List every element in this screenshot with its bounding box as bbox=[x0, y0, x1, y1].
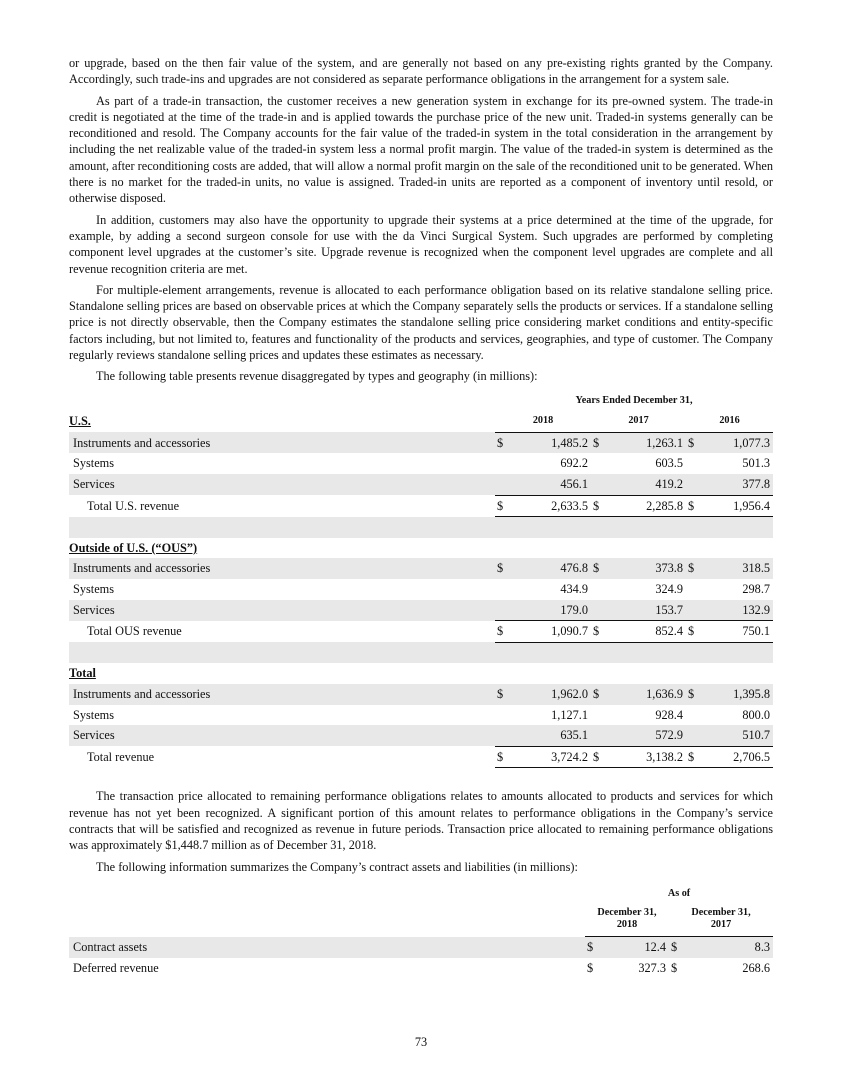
cell-value: 800.0 bbox=[742, 707, 771, 722]
cell-value: 476.8 bbox=[515, 558, 591, 579]
cell-value: 510.7 bbox=[706, 725, 773, 746]
cell-value: 572.9 bbox=[611, 725, 686, 746]
currency-symbol: $ bbox=[587, 961, 594, 975]
currency-symbol: $ bbox=[585, 937, 605, 958]
paragraph-contract-table-intro: The following information summarizes the Company’s contract assets and liabilities (in millions): bbox=[96, 859, 578, 874]
cell-value: 179.0 bbox=[515, 600, 591, 621]
date-header-year: 2017 bbox=[710, 919, 732, 931]
cell-value: 373.8 bbox=[611, 558, 686, 579]
currency-symbol: $ bbox=[686, 432, 706, 453]
cell-value: 3,138.2 bbox=[611, 746, 686, 768]
table-row-total bbox=[69, 621, 773, 643]
row-label: Instruments and accessories bbox=[69, 432, 495, 453]
currency-symbol: $ bbox=[495, 746, 515, 768]
revenue-table bbox=[69, 391, 773, 769]
table-row bbox=[69, 453, 773, 474]
spacer-row bbox=[69, 517, 773, 538]
row-label: Deferred revenue bbox=[73, 961, 159, 975]
currency-symbol: $ bbox=[686, 558, 706, 579]
row-label: Services bbox=[69, 474, 495, 495]
table-row bbox=[69, 958, 773, 979]
table-row bbox=[69, 684, 773, 705]
row-label: Instruments and accessories bbox=[69, 684, 495, 705]
currency-symbol: $ bbox=[686, 621, 706, 643]
cell-value: 324.9 bbox=[655, 581, 683, 596]
cell-value: 2,633.5 bbox=[515, 495, 591, 517]
currency-symbol: $ bbox=[591, 621, 611, 643]
year-header: 2016 bbox=[686, 411, 773, 432]
cell-value: 1,077.3 bbox=[706, 432, 773, 453]
cell-value: 456.1 bbox=[515, 474, 591, 495]
cell-value: 3,724.2 bbox=[515, 746, 591, 768]
cell-value: 2,285.8 bbox=[611, 495, 686, 517]
cell-value: 852.4 bbox=[611, 621, 686, 643]
currency-symbol: $ bbox=[495, 495, 515, 517]
row-label: Contract assets bbox=[69, 937, 585, 958]
currency-symbol: $ bbox=[495, 432, 515, 453]
period-header: Years Ended December 31, bbox=[575, 394, 693, 406]
cell-value: 377.8 bbox=[706, 474, 773, 495]
table-header-years bbox=[69, 411, 773, 432]
currency-symbol: $ bbox=[686, 495, 706, 517]
date-header-line: December 31, bbox=[691, 907, 751, 919]
paragraph-multiple-element: For multiple-element arrangements, revenue is allocated to each performance obligation based on its relative standalone selling price. Standalone selling prices are based on observable prices at which the Company separately sells the products or services. If a standalone selling price is not directly observable, then the Company estimates the standalone selling price considering market conditions and entity-specific factors including, but not limited to, features and functionality of the products and services, geographies, and type of customer. The Company regularly reviews standalone selling prices and updates these estimates as necessary. bbox=[69, 282, 773, 363]
cell-value: 2,706.5 bbox=[706, 746, 773, 768]
row-label: Instruments and accessories bbox=[69, 558, 495, 579]
paragraph-upgrades: In addition, customers may also have the opportunity to upgrade their systems at a price determined at the time of the upgrade, for example, by adding a second surgeon console for use with the da Vinci Surgical System. Such upgrades are performed by completing component level upgrades at the customer’s site. Upgrade revenue is recognized when the component level upgrades are complete and all revenue recognition criteria are met. bbox=[69, 212, 773, 276]
cell-value: 1,485.2 bbox=[515, 432, 591, 453]
table-row bbox=[69, 705, 773, 726]
table-row bbox=[69, 600, 773, 621]
cell-value: 603.5 bbox=[655, 456, 683, 471]
table-row bbox=[69, 474, 773, 495]
row-label: Systems bbox=[73, 581, 114, 596]
table-row bbox=[69, 579, 773, 600]
cell-value: 1,962.0 bbox=[515, 684, 591, 705]
paragraph-trade-in-intro: or upgrade, based on the then fair value of the system, and are generally not based on any pre-existing rights granted by the Company. Accordingly, such trade-ins and upgrades are not considered as separate performance obligations in the arrangement for a system sale. bbox=[69, 56, 773, 87]
currency-symbol: $ bbox=[591, 558, 611, 579]
cell-value: 268.6 bbox=[742, 961, 771, 975]
table-row-total bbox=[69, 746, 773, 768]
currency-symbol: $ bbox=[669, 937, 689, 958]
year-header: 2018 bbox=[495, 411, 591, 432]
date-header-year: 2018 bbox=[616, 919, 638, 931]
cell-value: 318.5 bbox=[706, 558, 773, 579]
cell-value: 8.3 bbox=[689, 937, 773, 958]
row-label: Services bbox=[69, 725, 495, 746]
row-label: Total U.S. revenue bbox=[87, 498, 180, 513]
table-row bbox=[69, 937, 773, 958]
cell-value: 1,636.9 bbox=[611, 684, 686, 705]
currency-symbol: $ bbox=[495, 621, 515, 643]
currency-symbol: $ bbox=[671, 961, 678, 975]
row-label: Systems bbox=[73, 707, 114, 722]
currency-symbol: $ bbox=[686, 684, 706, 705]
table-header-as-of bbox=[69, 884, 773, 905]
cell-value: 1,127.1 bbox=[551, 707, 588, 722]
contract-table bbox=[69, 884, 773, 979]
currency-symbol: $ bbox=[591, 495, 611, 517]
date-header-line: December 31, bbox=[597, 907, 657, 919]
spacer-row bbox=[69, 642, 773, 663]
cell-value: 298.7 bbox=[742, 581, 771, 596]
paragraph-trade-in-transaction: As part of a trade-in transaction, the customer receives a new generation system in exchange for its pre-owned system. The trade-in credit is negotiated at the time of the trade-in and is applied towards the purchase price of the new unit. Traded-in systems generally can be reconditioned and resold. The Company accounts for the fair value of the traded-in system in the total consideration in the arrangement by including the net realizable value of the traded-in system less a normal profit margin. The value of the traded-in system is determined as the amount, after reconditioning costs are added, that will allow a normal profit margin on the sale of the reconditioned unit to be generated. When there is no market for the traded-in units, no value is assigned. Traded-in units are reported as a component of inventory until resold, or otherwise disposed. bbox=[69, 93, 773, 206]
cell-value: 635.1 bbox=[515, 725, 591, 746]
section-header-row bbox=[69, 663, 773, 684]
cell-value: 434.9 bbox=[560, 581, 588, 596]
cell-value: 12.4 bbox=[605, 937, 669, 958]
cell-value: 928.4 bbox=[655, 707, 683, 722]
cell-value: 1,956.4 bbox=[706, 495, 773, 517]
currency-symbol: $ bbox=[686, 746, 706, 768]
date-header-2017 bbox=[669, 904, 773, 937]
table-row bbox=[69, 432, 773, 453]
document-page bbox=[69, 55, 773, 979]
paragraph-remaining-obligations: The transaction price allocated to remaining performance obligations relates to amounts allocated to products and services for which revenue has not yet been recognized. A significant portion of this amount relates to performance obligations in the Company’s service contracts that will be satisfied and recognized as revenue in future periods. Transaction price allocated to remaining performance obligations was approximately $1,448.7 million as of December 31, 2018. bbox=[69, 789, 773, 853]
cell-value: 692.2 bbox=[560, 456, 588, 471]
table-row-total bbox=[69, 495, 773, 517]
row-label: Total OUS revenue bbox=[87, 624, 182, 639]
cell-value: 153.7 bbox=[611, 600, 686, 621]
currency-symbol: $ bbox=[591, 684, 611, 705]
as-of-header: As of bbox=[667, 888, 691, 900]
cell-value: 750.1 bbox=[706, 621, 773, 643]
year-header: 2017 bbox=[591, 411, 686, 432]
cell-value: 1,263.1 bbox=[611, 432, 686, 453]
table-header-dates bbox=[69, 904, 773, 937]
page-number: 73 bbox=[414, 1035, 428, 1049]
section-title-total: Total bbox=[69, 666, 96, 681]
row-label: Services bbox=[69, 600, 495, 621]
section-title-ous: Outside of U.S. (“OUS”) bbox=[69, 540, 198, 555]
table-header-period bbox=[69, 391, 773, 412]
currency-symbol: $ bbox=[495, 684, 515, 705]
table-row bbox=[69, 558, 773, 579]
cell-value: 501.3 bbox=[742, 456, 771, 471]
cell-value: 1,395.8 bbox=[706, 684, 773, 705]
row-label: Systems bbox=[73, 456, 114, 471]
cell-value: 327.3 bbox=[638, 961, 666, 975]
cell-value: 1,090.7 bbox=[515, 621, 591, 643]
cell-value: 132.9 bbox=[706, 600, 773, 621]
date-header-2018 bbox=[585, 904, 669, 937]
row-label: Total revenue bbox=[87, 749, 155, 764]
section-title-us: U.S. bbox=[69, 414, 91, 429]
paragraph-revenue-table-intro: The following table presents revenue disaggregated by types and geography (in millions): bbox=[96, 369, 538, 384]
cell-value: 419.2 bbox=[611, 474, 686, 495]
currency-symbol: $ bbox=[495, 558, 515, 579]
table-row bbox=[69, 725, 773, 746]
currency-symbol: $ bbox=[591, 432, 611, 453]
currency-symbol: $ bbox=[591, 746, 611, 768]
section-header-row bbox=[69, 538, 773, 559]
